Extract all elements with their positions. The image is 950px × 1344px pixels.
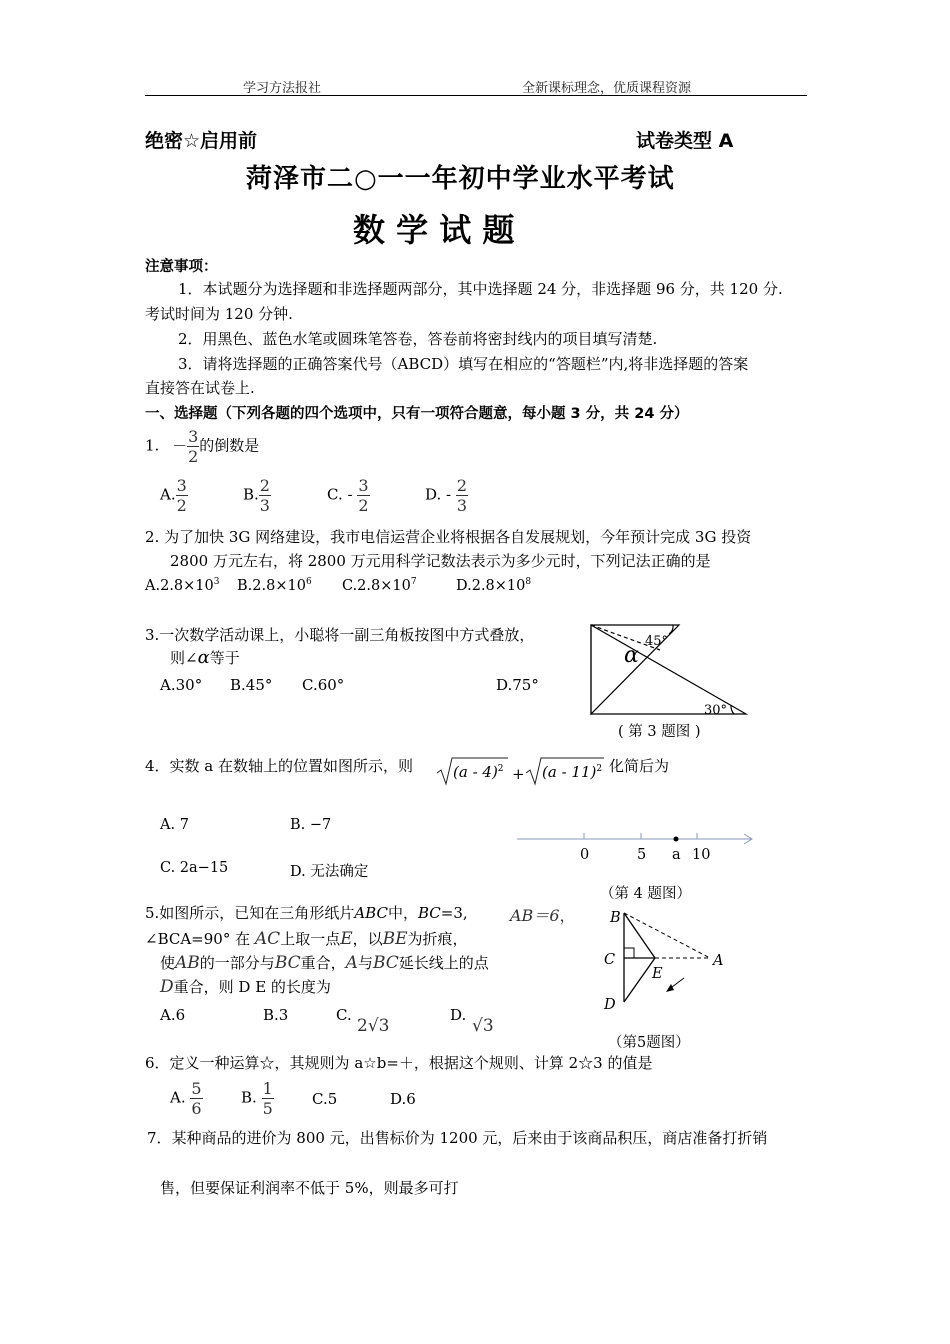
q2-a-exp: 3 xyxy=(213,577,220,587)
q3-line1: 3.一次数学活动课上，小聪将一副三角板按图中方式叠放， xyxy=(145,626,535,644)
q1-c-label: C. - xyxy=(327,485,353,504)
section1-heading: 一、选择题（下列各题的四个选项中，只有一项符合题意，每小题 3 分，共 24 分） xyxy=(145,406,689,422)
q5-l2-mid2: ，以 xyxy=(352,930,383,948)
q3-option-c: C.60° xyxy=(302,676,345,694)
q3-line2-tail: 等于 xyxy=(209,649,240,667)
q5-line-de xyxy=(624,958,655,1002)
q4-caption: （第 4 题图） xyxy=(600,886,691,902)
q5-option-b: B.3 xyxy=(263,1006,289,1024)
q6-a-den: 6 xyxy=(191,1099,202,1118)
q3-fig-30: 30° xyxy=(704,703,728,718)
header-left: 学习方法报社 xyxy=(243,81,322,96)
q1-frac-num: 3 xyxy=(188,427,199,446)
q5-d-point: D xyxy=(160,977,174,997)
q6-a-num: 5 xyxy=(191,1079,202,1098)
q5-option-c-value: 2√3 xyxy=(357,1016,390,1036)
q6-option-a xyxy=(170,1079,203,1118)
secret-label: 绝密☆启用前 xyxy=(145,130,258,152)
paper-type: 试卷类型 A xyxy=(636,130,734,152)
q3-alpha: α xyxy=(197,647,210,668)
q4-axis-10: 10 xyxy=(692,847,711,863)
q1-text: 的倒数是 xyxy=(199,436,260,455)
q6-b-label: B. xyxy=(241,1088,257,1107)
note-2: 2．用黑色、蓝色水笔或圆珠笔答卷，答卷前将密封线内的项目填写清楚. xyxy=(178,330,658,348)
q1-c-num: 3 xyxy=(358,476,369,495)
q4-text: 4．实数 a 在数轴上的位置如图所示，则 xyxy=(145,757,414,775)
q5-l4: 重合，则 D E 的长度为 xyxy=(173,978,331,996)
q5-e: E xyxy=(340,929,353,949)
q5-be: BE xyxy=(382,929,408,949)
q3-fig-alpha: α xyxy=(624,643,639,668)
q5-l1-mid: 中， xyxy=(387,904,418,922)
q6-option-c: C.5 xyxy=(312,1090,338,1108)
q5-l3-mid3: 与 xyxy=(357,954,373,972)
q5-fig-c: C xyxy=(604,952,616,968)
q5-l2-mid: 上取一点 xyxy=(280,930,341,948)
q5-l3-pre: 使 xyxy=(160,954,176,972)
q2-a-text: A.2.8×10 xyxy=(145,577,214,594)
q1-b-num: 2 xyxy=(259,476,270,495)
q2-c-text: C.2.8×10 xyxy=(342,577,411,594)
q7-line1: 7．某种商品的进价为 800 元，出售标价为 1200 元，后来由于该商品积压，商店准备打折销 xyxy=(147,1129,768,1147)
q5-l1-pre: 5.如图所示，已知在三角形纸片 xyxy=(145,904,355,922)
q5-l2-tail: 为折痕， xyxy=(407,930,468,948)
q3-caption: ( 第 3 题图 ) xyxy=(618,724,701,740)
note-3b: 直接答在试卷上. xyxy=(145,379,255,397)
q5-option-c-label: C. xyxy=(336,1006,352,1024)
q4-option-c: C. 2a−15 xyxy=(160,860,229,876)
page-title: 菏泽市二○一一年初中学业水平考试 xyxy=(246,164,675,194)
q5-caption: （第5题图） xyxy=(608,1035,690,1051)
note-1b: 考试时间为 120 分钟. xyxy=(145,305,293,323)
q1-a-num: 3 xyxy=(176,476,187,495)
q2-d-text: D.2.8×10 xyxy=(456,577,526,594)
note-1a: 1．本试题分为选择题和非选择题两部分，其中选择题 24 分，非选择题 96 分，共 120 分. xyxy=(178,280,783,298)
q4-option-b: B. −7 xyxy=(290,817,332,833)
q7-line2: 售，但要保证利润率不低于 5%，则最多可打 xyxy=(160,1179,459,1197)
q2-line2: 2800 万元左右，将 2800 万元用科学记数法表示为多少元时，下列记法正确的是 xyxy=(170,552,711,570)
q2-b-text: B.2.8×10 xyxy=(237,577,306,594)
q6-b-num: 1 xyxy=(262,1079,273,1098)
q5-fig-e: E xyxy=(652,966,663,982)
q5-bc3: BC xyxy=(372,953,399,973)
q4-option-d: D. 无法确定 xyxy=(290,864,369,880)
q2-line1: 2. 为了加快 3G 网络建设，我市电信运营企业将根据各自发展规划，今年预计完成 3G 投资 xyxy=(145,528,752,546)
q3-option-b: B.45° xyxy=(230,676,273,694)
q1-a-label: A. xyxy=(160,485,176,504)
q5-ab: AB xyxy=(175,953,200,973)
q5-l1-bc: =3, xyxy=(440,904,468,922)
q4-axis-5: 5 xyxy=(637,847,647,863)
q1-d-num: 2 xyxy=(456,476,468,495)
q1-c-den: 2 xyxy=(358,496,369,515)
q3-option-d: D.75° xyxy=(496,676,539,694)
q5-line-be xyxy=(624,913,655,958)
q4-option-a: A. 7 xyxy=(160,817,189,833)
q6-option-b xyxy=(241,1079,274,1118)
q5-option-a: A.6 xyxy=(160,1006,186,1024)
q4-axis-0: 0 xyxy=(580,847,590,863)
subject-title: 数 学 试 题 xyxy=(353,211,515,249)
q4-plus: + xyxy=(512,765,525,783)
q1-a-den: 2 xyxy=(176,496,187,515)
q5-dashed-ba xyxy=(624,913,710,958)
q5-l3-mid2: 重合， xyxy=(300,954,346,972)
q5-ac: AC xyxy=(254,929,281,949)
q1-b-label: B. xyxy=(243,485,259,504)
q5-option-d-label: D. xyxy=(450,1006,467,1024)
q1-d-label: D. - xyxy=(425,485,452,504)
q6-b-den: 5 xyxy=(262,1099,273,1118)
q3-option-a: A.30° xyxy=(160,676,203,694)
q1-number: 1. xyxy=(145,436,160,455)
q2-d-exp: 8 xyxy=(525,577,532,587)
q4-expr2-exp: 2 xyxy=(596,764,603,774)
q2-c-exp: 7 xyxy=(410,577,417,587)
q3-angle-symbol: 则∠ xyxy=(170,649,198,667)
q1-b-den: 3 xyxy=(259,496,270,515)
q5-l3-tail: 延长线上的点 xyxy=(398,954,489,972)
q5-ab6-tail: ， xyxy=(559,906,576,925)
q5-fig-a: A xyxy=(713,953,724,969)
q6-option-d: D.6 xyxy=(390,1090,416,1108)
note-3a: 3．请将选择题的正确答案代号（ABCD）填写在相应的“答题栏”内,将非选择题的答案 xyxy=(178,355,749,373)
q3-fig-45: 45° xyxy=(645,634,669,649)
q5-ab6-text: AB＝6 xyxy=(510,906,560,925)
q5-l3-mid: 的一部分与 xyxy=(199,954,275,972)
notes-heading: 注意事项： xyxy=(145,259,218,275)
q1-minus: － xyxy=(172,436,188,455)
q6-a-label: A. xyxy=(170,1088,186,1107)
q5-fig-b: B xyxy=(610,910,621,926)
q5-fig-d: D xyxy=(604,997,616,1013)
q5-l2-pre: ∠BCA=90° 在 xyxy=(145,930,251,948)
q5-option-d-value: √3 xyxy=(472,1016,494,1036)
q4-expr1-body: (a - 4) xyxy=(453,763,498,781)
q6-text: 6．定义一种运算☆，其规则为 a☆b=＋，根据这个规则、计算 2☆3 的值是 xyxy=(145,1054,653,1072)
q5-a-point: A xyxy=(345,953,358,973)
q4-tail: 化简后为 xyxy=(609,757,670,775)
q5-abc: ABC xyxy=(354,904,388,922)
q1-frac-den: 2 xyxy=(188,447,199,466)
q5-arrow-head xyxy=(666,984,674,992)
q2-b-exp: 6 xyxy=(305,577,312,587)
q4-axis-a: a xyxy=(672,847,681,863)
q4-expr2-body: (a - 11) xyxy=(542,763,597,781)
q5-right-angle xyxy=(624,948,634,958)
q1-d-den: 3 xyxy=(456,496,468,515)
header-right: 全新课标理念，优质课程资源 xyxy=(522,81,692,96)
q4-expr1-exp: 2 xyxy=(497,764,504,774)
q5-bc: BC xyxy=(417,904,441,922)
q5-bc2: BC xyxy=(274,953,301,973)
